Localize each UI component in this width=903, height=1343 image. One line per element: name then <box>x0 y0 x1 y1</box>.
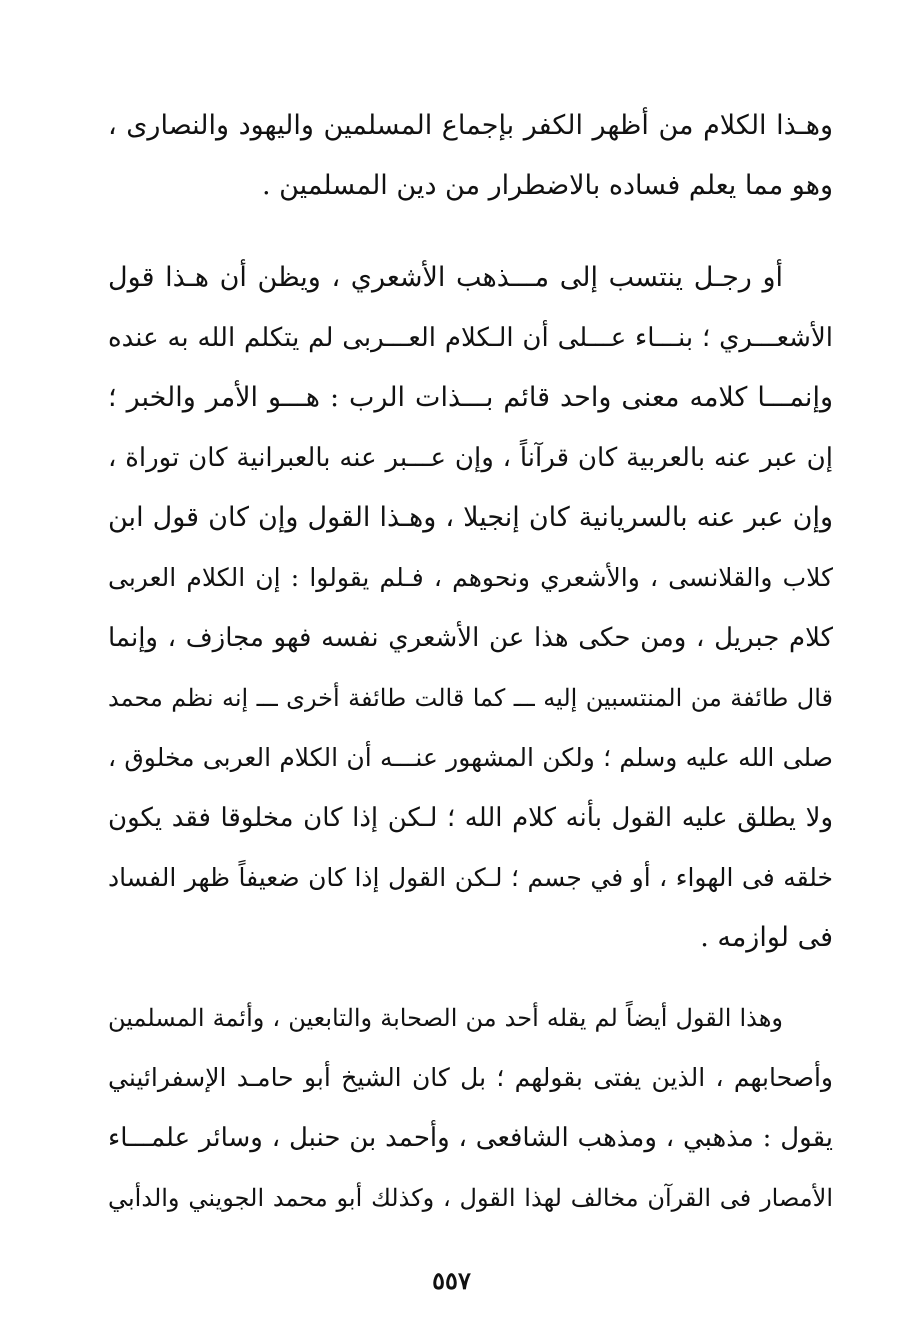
paragraph-1 <box>108 96 833 216</box>
page-number: ٥٥٧ <box>432 1266 471 1295</box>
text-line: الأشعـــري ؛ بنـــاء عـــلى أن الـكلام العـــربى لم يتكلم الله به عنده <box>108 323 833 353</box>
text-line: وهو مما يعلم فساده بالاضطرار من دين المسلمين . <box>261 170 833 201</box>
paragraph-2 <box>108 248 833 968</box>
text-line: أو رجـل ينتسب إلى مـــذهب الأشعري ، ويظن أن هـذا قول <box>108 262 783 293</box>
text-line: وهـذا الكلام من أظهر الكفر بإجماع المسلمين واليهود والنصارى ، <box>108 110 833 141</box>
text-line: وأصحابهم ، الذين يفتى بقولهم ؛ بل كان الشيخ أبو حامـد الإسفرائيني <box>108 1063 833 1092</box>
paragraph-3 <box>108 988 833 1228</box>
text-line: الأمصار فى القرآن مخالف لهذا القول ، وكذلك أبو محمد الجويني والدأبي <box>108 1184 833 1212</box>
text-line: فى لوازمه . <box>700 922 833 953</box>
text-line: كلاب والقلانسى ، والأشعري ونحوهم ، فـلم يقولوا : إن الكلام العربى <box>108 563 833 592</box>
text-line: كلام جبريل ، ومن حكى هذا عن الأشعري نفسه فهو مجازف ، وإنما <box>108 623 833 653</box>
text-line: وإنمـــا كلامه معنى واحد قائم بـــذات الرب : هـــو الأمر والخبر ؛ <box>108 382 833 413</box>
text-line: قال طائفة من المنتسبين إليه ـــ كما قالت طائفة أخرى ـــ إنه نظم محمد <box>108 684 833 712</box>
text-line: صلى الله عليه وسلم ؛ ولكن المشهور عنـــه أن الكلام العربى مخلوق ، <box>108 743 833 772</box>
text-line: خلقه فى الهواء ، أو في جسم ؛ لـكن القول إذا كان ضعيفاً ظهر الفساد <box>108 863 833 892</box>
text-line: وإن عبر عنه بالسريانية كان إنجيلا ، وهـذا القول وإن كان قول ابن <box>108 502 833 533</box>
text-line: وهذا القول أيضاً لم يقله أحد من الصحابة والتابعين ، وأئمة المسلمين <box>108 1004 783 1032</box>
text-line: إن عبر عنه بالعربية كان قرآناً ، وإن عـــبر عنه بالعبرانية كان توراة ، <box>108 443 833 473</box>
text-line: ولا يطلق عليه القول بأنه كلام الله ؛ لـكن إذا كان مخلوقا فقد يكون <box>108 803 833 833</box>
text-line: يقول : مذهبي ، ومذهب الشافعى ، وأحمد بن حنبل ، وسائر علمـــاء <box>108 1123 833 1153</box>
